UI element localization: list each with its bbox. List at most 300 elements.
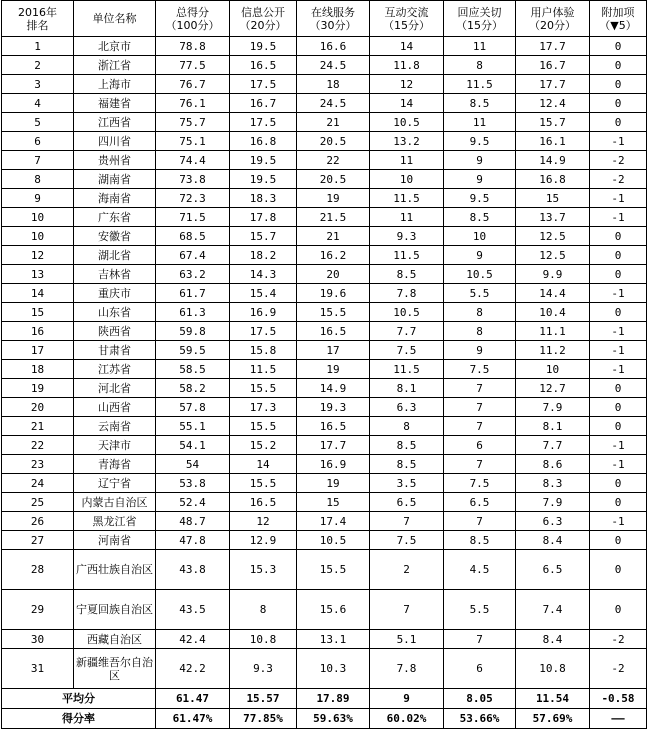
score-cell: 15.5 bbox=[230, 379, 297, 398]
average-cell: 15.57 bbox=[230, 689, 297, 709]
score-cell: 8 bbox=[444, 303, 516, 322]
unit-name-cell: 辽宁省 bbox=[74, 474, 156, 493]
rank-cell: 8 bbox=[2, 170, 74, 189]
score-cell: -1 bbox=[590, 189, 647, 208]
score-cell: -2 bbox=[590, 151, 647, 170]
score-cell: 15.4 bbox=[230, 284, 297, 303]
score-cell: 58.2 bbox=[156, 379, 230, 398]
unit-name-cell: 四川省 bbox=[74, 132, 156, 151]
rank-cell: 19 bbox=[2, 379, 74, 398]
score-cell: 17.5 bbox=[230, 113, 297, 132]
rank-cell: 22 bbox=[2, 436, 74, 455]
score-cell: 7 bbox=[444, 455, 516, 474]
score-cell: 7 bbox=[444, 417, 516, 436]
table-row bbox=[2, 550, 647, 590]
score-cell: 10 bbox=[516, 360, 590, 379]
table-body bbox=[2, 37, 647, 689]
score-cell: 0 bbox=[590, 94, 647, 113]
score-cell: 16.9 bbox=[230, 303, 297, 322]
unit-name-cell: 江西省 bbox=[74, 113, 156, 132]
table-row bbox=[2, 208, 647, 227]
rank-cell: 15 bbox=[2, 303, 74, 322]
score-cell: 8.5 bbox=[444, 208, 516, 227]
score-cell: -1 bbox=[590, 512, 647, 531]
unit-name-cell: 云南省 bbox=[74, 417, 156, 436]
score-cell: 10.8 bbox=[230, 630, 297, 649]
score-cell: 6.3 bbox=[516, 512, 590, 531]
rank-cell: 14 bbox=[2, 284, 74, 303]
unit-name-cell: 陕西省 bbox=[74, 322, 156, 341]
ranking-table bbox=[1, 0, 647, 729]
column-header-line: （100分） bbox=[165, 18, 220, 32]
score-cell: 14.9 bbox=[516, 151, 590, 170]
score-cell: 18 bbox=[297, 75, 370, 94]
score-cell: -1 bbox=[590, 322, 647, 341]
score-cell: 54.1 bbox=[156, 436, 230, 455]
table-row bbox=[2, 512, 647, 531]
score-cell: 0 bbox=[590, 493, 647, 512]
score-cell: 11.5 bbox=[370, 360, 444, 379]
score-cell: 7.7 bbox=[516, 436, 590, 455]
unit-name-cell: 山西省 bbox=[74, 398, 156, 417]
table-row bbox=[2, 56, 647, 75]
unit-name-cell: 安徽省 bbox=[74, 227, 156, 246]
column-header bbox=[516, 1, 590, 37]
score-cell: 22 bbox=[297, 151, 370, 170]
table-row bbox=[2, 649, 647, 689]
unit-name-cell: 河南省 bbox=[74, 531, 156, 550]
rank-cell: 7 bbox=[2, 151, 74, 170]
score-cell: 8.3 bbox=[516, 474, 590, 493]
score-cell: 8 bbox=[370, 417, 444, 436]
score-cell: 16.5 bbox=[297, 417, 370, 436]
score-cell: 15.2 bbox=[230, 436, 297, 455]
score-cell: 16.5 bbox=[230, 493, 297, 512]
rank-cell: 3 bbox=[2, 75, 74, 94]
score-cell: 7.5 bbox=[370, 341, 444, 360]
score-cell: 11 bbox=[444, 113, 516, 132]
score-cell: 11.5 bbox=[370, 246, 444, 265]
score-cell: 17.8 bbox=[230, 208, 297, 227]
rank-cell: 10 bbox=[2, 208, 74, 227]
score-cell: 67.4 bbox=[156, 246, 230, 265]
score-cell: 24.5 bbox=[297, 56, 370, 75]
score-cell: 63.2 bbox=[156, 265, 230, 284]
rank-cell: 21 bbox=[2, 417, 74, 436]
score-cell: 10.3 bbox=[297, 649, 370, 689]
score-cell: 12.4 bbox=[516, 94, 590, 113]
column-header-line: 信息公开 bbox=[241, 5, 285, 19]
score-cell: 58.5 bbox=[156, 360, 230, 379]
rate-cell: 53.66% bbox=[444, 709, 516, 729]
score-cell: 8.4 bbox=[516, 630, 590, 649]
score-cell: 11.2 bbox=[516, 341, 590, 360]
header-row bbox=[2, 1, 647, 37]
score-cell: 7 bbox=[444, 512, 516, 531]
score-cell: 7.7 bbox=[370, 322, 444, 341]
score-cell: 15.7 bbox=[516, 113, 590, 132]
score-cell: 10.5 bbox=[444, 265, 516, 284]
average-cell: 8.05 bbox=[444, 689, 516, 709]
score-cell: 57.8 bbox=[156, 398, 230, 417]
score-cell: 7.4 bbox=[516, 590, 590, 630]
score-cell: 7.8 bbox=[370, 284, 444, 303]
table-row bbox=[2, 417, 647, 436]
unit-name-cell: 青海省 bbox=[74, 455, 156, 474]
average-label: 平均分 bbox=[2, 689, 156, 709]
rank-cell: 24 bbox=[2, 474, 74, 493]
unit-name-cell: 浙江省 bbox=[74, 56, 156, 75]
score-cell: 9 bbox=[444, 151, 516, 170]
score-cell: 55.1 bbox=[156, 417, 230, 436]
score-cell: 16.5 bbox=[230, 56, 297, 75]
score-cell: 59.5 bbox=[156, 341, 230, 360]
column-header-line: （▼5） bbox=[599, 18, 637, 32]
score-cell: 0 bbox=[590, 417, 647, 436]
score-cell: 16.6 bbox=[297, 37, 370, 56]
score-cell: 6.5 bbox=[444, 493, 516, 512]
score-cell: 7 bbox=[444, 379, 516, 398]
score-cell: 12.5 bbox=[516, 246, 590, 265]
score-cell: 9 bbox=[444, 341, 516, 360]
rate-row bbox=[2, 709, 647, 729]
table-row bbox=[2, 590, 647, 630]
score-cell: 8.4 bbox=[516, 531, 590, 550]
score-cell: 5.1 bbox=[370, 630, 444, 649]
rank-cell: 16 bbox=[2, 322, 74, 341]
rank-cell: 31 bbox=[2, 649, 74, 689]
rank-cell: 18 bbox=[2, 360, 74, 379]
unit-name-cell: 江苏省 bbox=[74, 360, 156, 379]
column-header-line: 排名 bbox=[26, 18, 49, 32]
score-cell: 42.4 bbox=[156, 630, 230, 649]
rank-cell: 27 bbox=[2, 531, 74, 550]
score-cell: 61.7 bbox=[156, 284, 230, 303]
column-header bbox=[370, 1, 444, 37]
table-row bbox=[2, 436, 647, 455]
score-cell: 0 bbox=[590, 265, 647, 284]
score-cell: 48.7 bbox=[156, 512, 230, 531]
table-row bbox=[2, 379, 647, 398]
table-row bbox=[2, 94, 647, 113]
unit-name-cell: 甘肃省 bbox=[74, 341, 156, 360]
score-cell: 17.7 bbox=[297, 436, 370, 455]
unit-name-cell: 西藏自治区 bbox=[74, 630, 156, 649]
table-row bbox=[2, 341, 647, 360]
column-header-line: （20分） bbox=[239, 18, 287, 32]
table-row bbox=[2, 474, 647, 493]
score-cell: 9 bbox=[444, 246, 516, 265]
column-header-line: 用户体验 bbox=[530, 5, 575, 19]
unit-name-cell: 内蒙古自治区 bbox=[74, 493, 156, 512]
score-cell: 16.8 bbox=[516, 170, 590, 189]
column-header bbox=[297, 1, 370, 37]
score-cell: 16.5 bbox=[297, 322, 370, 341]
unit-name-cell: 重庆市 bbox=[74, 284, 156, 303]
score-cell: 0 bbox=[590, 379, 647, 398]
score-cell: 12.9 bbox=[230, 531, 297, 550]
score-cell: 54 bbox=[156, 455, 230, 474]
score-cell: 5.5 bbox=[444, 590, 516, 630]
score-cell: 0 bbox=[590, 398, 647, 417]
score-cell: 13.1 bbox=[297, 630, 370, 649]
score-cell: -1 bbox=[590, 208, 647, 227]
rate-cell: 60.02% bbox=[370, 709, 444, 729]
score-cell: -1 bbox=[590, 132, 647, 151]
unit-name-cell: 新疆维吾尔自治区 bbox=[74, 649, 156, 689]
score-cell: 15.8 bbox=[230, 341, 297, 360]
score-cell: 11.5 bbox=[444, 75, 516, 94]
unit-name-cell: 贵州省 bbox=[74, 151, 156, 170]
rank-cell: 13 bbox=[2, 265, 74, 284]
score-cell: 19.3 bbox=[297, 398, 370, 417]
score-cell: 7.5 bbox=[444, 474, 516, 493]
score-cell: 12.5 bbox=[516, 227, 590, 246]
score-cell: 17.4 bbox=[297, 512, 370, 531]
unit-name-cell: 福建省 bbox=[74, 94, 156, 113]
rank-cell: 23 bbox=[2, 455, 74, 474]
score-cell: 17.7 bbox=[516, 75, 590, 94]
table-row bbox=[2, 151, 647, 170]
unit-name-cell: 宁夏回族自治区 bbox=[74, 590, 156, 630]
unit-name-cell: 湖南省 bbox=[74, 170, 156, 189]
score-cell: 12 bbox=[370, 75, 444, 94]
score-cell: 6 bbox=[444, 649, 516, 689]
score-cell: 4.5 bbox=[444, 550, 516, 590]
score-cell: 19 bbox=[297, 360, 370, 379]
score-cell: 10.5 bbox=[297, 531, 370, 550]
table-row bbox=[2, 284, 647, 303]
score-cell: 8.1 bbox=[516, 417, 590, 436]
score-cell: 8 bbox=[444, 56, 516, 75]
score-cell: 9.5 bbox=[444, 132, 516, 151]
score-cell: 9 bbox=[444, 170, 516, 189]
score-cell: 7.5 bbox=[370, 531, 444, 550]
rank-cell: 20 bbox=[2, 398, 74, 417]
score-cell: 52.4 bbox=[156, 493, 230, 512]
score-cell: 17.3 bbox=[230, 398, 297, 417]
score-cell: 18.2 bbox=[230, 246, 297, 265]
score-cell: 14 bbox=[370, 37, 444, 56]
score-cell: 9.5 bbox=[444, 189, 516, 208]
score-cell: 8.1 bbox=[370, 379, 444, 398]
score-cell: 42.2 bbox=[156, 649, 230, 689]
unit-name-cell: 海南省 bbox=[74, 189, 156, 208]
rank-cell: 5 bbox=[2, 113, 74, 132]
rank-cell: 28 bbox=[2, 550, 74, 590]
score-cell: 47.8 bbox=[156, 531, 230, 550]
score-cell: -2 bbox=[590, 170, 647, 189]
table-row bbox=[2, 37, 647, 56]
score-cell: 15.5 bbox=[297, 550, 370, 590]
table-row bbox=[2, 322, 647, 341]
score-cell: 19.6 bbox=[297, 284, 370, 303]
score-cell: 8.5 bbox=[370, 265, 444, 284]
score-cell: 19.5 bbox=[230, 37, 297, 56]
score-cell: 0 bbox=[590, 227, 647, 246]
score-cell: 21.5 bbox=[297, 208, 370, 227]
score-cell: 3.5 bbox=[370, 474, 444, 493]
score-cell: 16.1 bbox=[516, 132, 590, 151]
score-cell: 10 bbox=[444, 227, 516, 246]
table-row bbox=[2, 265, 647, 284]
table-row bbox=[2, 531, 647, 550]
column-header-line: （20分） bbox=[529, 18, 576, 32]
score-cell: 0 bbox=[590, 37, 647, 56]
score-cell: 9.3 bbox=[230, 649, 297, 689]
score-cell: 43.5 bbox=[156, 590, 230, 630]
unit-name-cell: 上海市 bbox=[74, 75, 156, 94]
score-cell: 16.7 bbox=[230, 94, 297, 113]
score-cell: -1 bbox=[590, 360, 647, 379]
score-cell: 15.5 bbox=[297, 303, 370, 322]
score-cell: 20.5 bbox=[297, 170, 370, 189]
score-cell: 21 bbox=[297, 113, 370, 132]
score-cell: 59.8 bbox=[156, 322, 230, 341]
table-row bbox=[2, 113, 647, 132]
score-cell: 9.9 bbox=[516, 265, 590, 284]
rate-label: 得分率 bbox=[2, 709, 156, 729]
table-row bbox=[2, 303, 647, 322]
score-cell: 14.3 bbox=[230, 265, 297, 284]
table-row bbox=[2, 189, 647, 208]
score-cell: 11.5 bbox=[370, 189, 444, 208]
score-cell: 19.5 bbox=[230, 151, 297, 170]
column-header-line: 2016年 bbox=[18, 5, 57, 19]
score-cell: -1 bbox=[590, 455, 647, 474]
table-row bbox=[2, 493, 647, 512]
score-cell: 0 bbox=[590, 75, 647, 94]
score-cell: 19 bbox=[297, 474, 370, 493]
column-header bbox=[2, 1, 74, 37]
unit-name-cell: 北京市 bbox=[74, 37, 156, 56]
score-cell: 11.8 bbox=[370, 56, 444, 75]
score-cell: 16.2 bbox=[297, 246, 370, 265]
score-cell: 14 bbox=[230, 455, 297, 474]
score-cell: 10.8 bbox=[516, 649, 590, 689]
score-cell: 6 bbox=[444, 436, 516, 455]
rate-cell: 61.47% bbox=[156, 709, 230, 729]
average-cell: -0.58 bbox=[590, 689, 647, 709]
rate-cell: —— bbox=[590, 709, 647, 729]
table-row bbox=[2, 227, 647, 246]
column-header-line: 总得分 bbox=[176, 5, 209, 19]
table-row bbox=[2, 360, 647, 379]
score-cell: 8 bbox=[230, 590, 297, 630]
score-cell: 75.1 bbox=[156, 132, 230, 151]
unit-name-cell: 湖北省 bbox=[74, 246, 156, 265]
score-cell: 68.5 bbox=[156, 227, 230, 246]
unit-name-cell: 河北省 bbox=[74, 379, 156, 398]
score-cell: 15.5 bbox=[230, 474, 297, 493]
score-cell: 15.6 bbox=[297, 590, 370, 630]
table-row bbox=[2, 246, 647, 265]
score-cell: 19 bbox=[297, 189, 370, 208]
rank-cell: 26 bbox=[2, 512, 74, 531]
table-row bbox=[2, 132, 647, 151]
score-cell: 14 bbox=[370, 94, 444, 113]
rank-cell: 25 bbox=[2, 493, 74, 512]
column-header-line: （15分） bbox=[456, 18, 503, 32]
score-cell: 61.3 bbox=[156, 303, 230, 322]
score-cell: 10.5 bbox=[370, 303, 444, 322]
table-row bbox=[2, 398, 647, 417]
score-cell: 43.8 bbox=[156, 550, 230, 590]
score-cell: 8 bbox=[444, 322, 516, 341]
score-cell: 15 bbox=[516, 189, 590, 208]
column-header-line: 在线服务 bbox=[311, 5, 355, 19]
column-header bbox=[156, 1, 230, 37]
score-cell: 14.9 bbox=[297, 379, 370, 398]
score-cell: 0 bbox=[590, 303, 647, 322]
score-cell: 11.1 bbox=[516, 322, 590, 341]
table-row bbox=[2, 170, 647, 189]
rate-cell: 77.85% bbox=[230, 709, 297, 729]
score-cell: 15.3 bbox=[230, 550, 297, 590]
score-cell: -2 bbox=[590, 630, 647, 649]
rate-cell: 57.69% bbox=[516, 709, 590, 729]
column-header-line: 附加项 bbox=[601, 5, 635, 19]
score-cell: 10.5 bbox=[370, 113, 444, 132]
score-cell: 16.7 bbox=[516, 56, 590, 75]
score-cell: 8.5 bbox=[444, 94, 516, 113]
rank-cell: 6 bbox=[2, 132, 74, 151]
score-cell: 12 bbox=[230, 512, 297, 531]
score-cell: 8.6 bbox=[516, 455, 590, 474]
score-cell: 74.4 bbox=[156, 151, 230, 170]
score-cell: 11 bbox=[370, 208, 444, 227]
score-cell: 7.8 bbox=[370, 649, 444, 689]
score-cell: 11 bbox=[444, 37, 516, 56]
score-cell: 7 bbox=[444, 630, 516, 649]
score-cell: 17 bbox=[297, 341, 370, 360]
score-cell: 5.5 bbox=[444, 284, 516, 303]
average-cell: 9 bbox=[370, 689, 444, 709]
rank-cell: 12 bbox=[2, 246, 74, 265]
score-cell: 14.4 bbox=[516, 284, 590, 303]
score-cell: 8.5 bbox=[370, 436, 444, 455]
score-cell: 7.9 bbox=[516, 493, 590, 512]
unit-name-cell: 山东省 bbox=[74, 303, 156, 322]
score-cell: 17.5 bbox=[230, 322, 297, 341]
score-cell: 0 bbox=[590, 113, 647, 132]
rank-cell: 10 bbox=[2, 227, 74, 246]
column-header-line: 单位名称 bbox=[92, 12, 137, 25]
average-cell: 61.47 bbox=[156, 689, 230, 709]
score-cell: 11 bbox=[370, 151, 444, 170]
column-header-line: 回应关切 bbox=[457, 5, 502, 19]
score-cell: 72.3 bbox=[156, 189, 230, 208]
rank-cell: 17 bbox=[2, 341, 74, 360]
column-header-line: （15分） bbox=[383, 18, 430, 32]
score-cell: 11.5 bbox=[230, 360, 297, 379]
score-cell: -1 bbox=[590, 284, 647, 303]
score-cell: 7.5 bbox=[444, 360, 516, 379]
unit-name-cell: 天津市 bbox=[74, 436, 156, 455]
unit-name-cell: 广西壮族自治区 bbox=[74, 550, 156, 590]
score-cell: 76.7 bbox=[156, 75, 230, 94]
unit-name-cell: 广东省 bbox=[74, 208, 156, 227]
score-cell: 0 bbox=[590, 474, 647, 493]
score-cell: 8.5 bbox=[370, 455, 444, 474]
average-cell: 11.54 bbox=[516, 689, 590, 709]
column-header bbox=[74, 1, 156, 37]
average-cell: 17.89 bbox=[297, 689, 370, 709]
score-cell: 13.2 bbox=[370, 132, 444, 151]
score-cell: 0 bbox=[590, 590, 647, 630]
score-cell: 0 bbox=[590, 550, 647, 590]
score-cell: 15.5 bbox=[230, 417, 297, 436]
